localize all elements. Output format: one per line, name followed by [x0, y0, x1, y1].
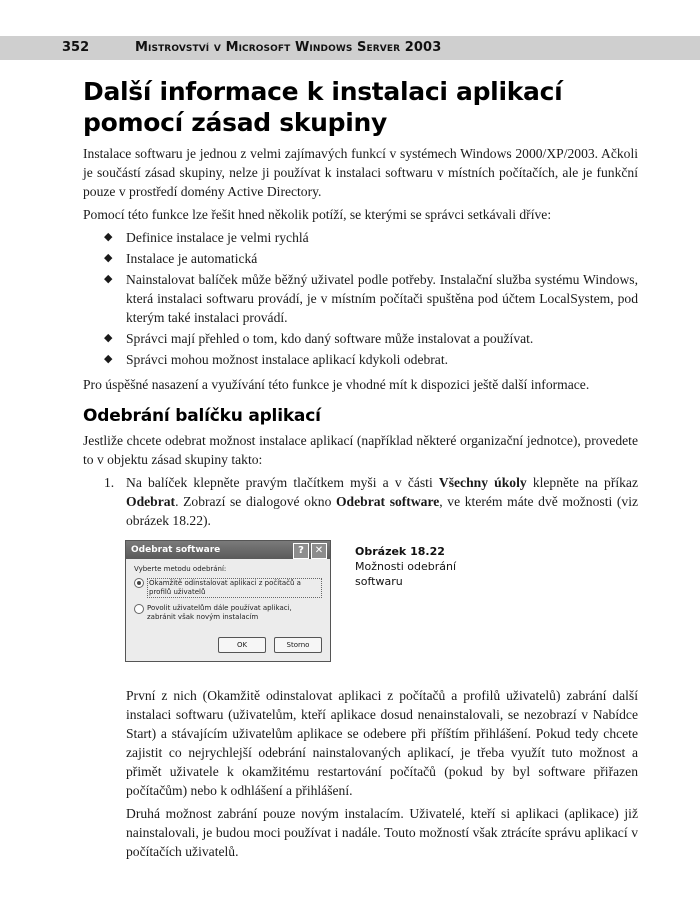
- dialog-label: Vyberte metodu odebrání:: [134, 565, 227, 573]
- caption-text: Možnosti odebrání softwaru: [355, 560, 457, 588]
- list-item: ◆ Správci mohou možnost instalace aplikací kdykoli odebrat.: [104, 352, 449, 367]
- list-item: ◆ Definice instalace je velmi rychlá: [104, 230, 309, 245]
- list-item: ◆ Instalace je automatická: [104, 251, 258, 266]
- list-item: ◆ Nainstalovat balíček může běžný uživatel podle potřeby. Instalační služba systému Windows, která instalaci softwaru provádí, je v místním počítači spuštěna pod účtem LocalSystem, pod kterým také instalaci provádí.: [104, 272, 638, 325]
- radio-checked-icon[interactable]: [134, 578, 144, 588]
- menu-reference: Všechny úkoly: [438, 475, 527, 490]
- numbered-list: [83, 473, 638, 530]
- remove-software-dialog: [125, 540, 331, 662]
- page-body: [83, 76, 638, 865]
- dialog-titlebar: [126, 541, 330, 559]
- running-head: Mistrovství v Microsoft Windows Server 2003: [135, 40, 442, 55]
- radio-option-uninstall[interactable]: Okamžitě odinstalovat aplikaci z počítačů a profilů uživatelů: [134, 578, 322, 598]
- page-number: 352: [62, 40, 90, 55]
- dialog-reference: Odebrat software: [335, 494, 440, 509]
- diamond-bullet-icon: ◆: [104, 353, 113, 365]
- paragraph: Pomocí této funkce lze řešit hned několik potíží, se kterými se správci setkávali dříve:: [83, 207, 552, 222]
- ok-button[interactable]: OK: [218, 637, 266, 653]
- bullet-list: [83, 228, 638, 369]
- figure-caption: [355, 544, 465, 589]
- diamond-bullet-icon: ◆: [104, 273, 113, 285]
- diamond-bullet-icon: ◆: [104, 231, 113, 243]
- cancel-button[interactable]: Storno: [274, 637, 322, 653]
- figure: [83, 540, 638, 672]
- subsection-title: Odebrání balíčku aplikací: [83, 406, 321, 426]
- command-reference: Odebrat: [126, 494, 176, 509]
- list-item: ◆ Správci mají přehled o tom, kdo daný software může instalovat a používat.: [104, 331, 534, 346]
- section-title: Další informace k instalaci aplikací pomocí zásad skupiny: [83, 77, 563, 137]
- paragraph: Druhá možnost zabrání pouze novým instalacím. Uživatelé, kteří si aplikaci (aplikace) již nainstalovali, je budou moci používat i nadále. Touto možností však ztrácíte správu aplikací v počítačích uživatelů.: [126, 806, 638, 859]
- radio-option-allow[interactable]: Povolit uživatelům dále používat aplikaci, zabránit však novým instalacím: [134, 604, 322, 622]
- dialog-title: Odebrat software: [131, 545, 221, 555]
- paragraph: Pro úspěšné nasazení a využívání této funkce je vhodné mít k dispozici ještě další informace.: [83, 377, 590, 392]
- paragraph: Instalace softwaru je jednou z velmi zajímavých funkcí v systémech Windows 2000/XP/2003. Ačkoli je součástí zásad skupiny, nelze ji používat k instalaci softwaru v místních počítačích, ale je funkční pouze v prostředí domény Active Directory.: [83, 146, 638, 199]
- caption-title: Obrázek 18.22: [355, 545, 445, 558]
- close-icon[interactable]: ✕: [311, 543, 327, 559]
- list-item: 1. Na balíček klepněte pravým tlačítkem myši a v části Všechny úkoly klepněte na příkaz Odebrat. Zobrazí se dialogové okno Odebrat software, ve kterém máte dvě možnosti (viz obrázek 18.22).: [104, 475, 638, 528]
- paragraph: Jestliže chcete odebrat možnost instalace aplikací (například některé organizační jednotce), provedete to v objektu zásad skupiny takto:: [83, 433, 638, 467]
- paragraph: První z nich (Okamžitě odinstalovat aplikaci z počítačů a profilů uživatelů) zabrání další instalaci softwaru (uživatelům, kteří aplikace dosud nenainstalovali, se nezobrazí v Nabídce Start) a stávajícím uživatelům aplikace se odebere při příštím přihlášení. Pokud tedy chcete zajistit co nejrychlejší odebrání nainstalovaných aplikací, je třeba využít tuto možnost a přimět uživatele k okamžitému restartování počítačů (pokud by byl software přiřazen počítačům) nebo k odhlášení a přihlášení.: [126, 688, 638, 798]
- help-icon[interactable]: ?: [293, 543, 309, 559]
- diamond-bullet-icon: ◆: [104, 332, 113, 344]
- diamond-bullet-icon: ◆: [104, 252, 113, 264]
- step-number: 1.: [104, 475, 115, 490]
- radio-unchecked-icon[interactable]: [134, 604, 144, 614]
